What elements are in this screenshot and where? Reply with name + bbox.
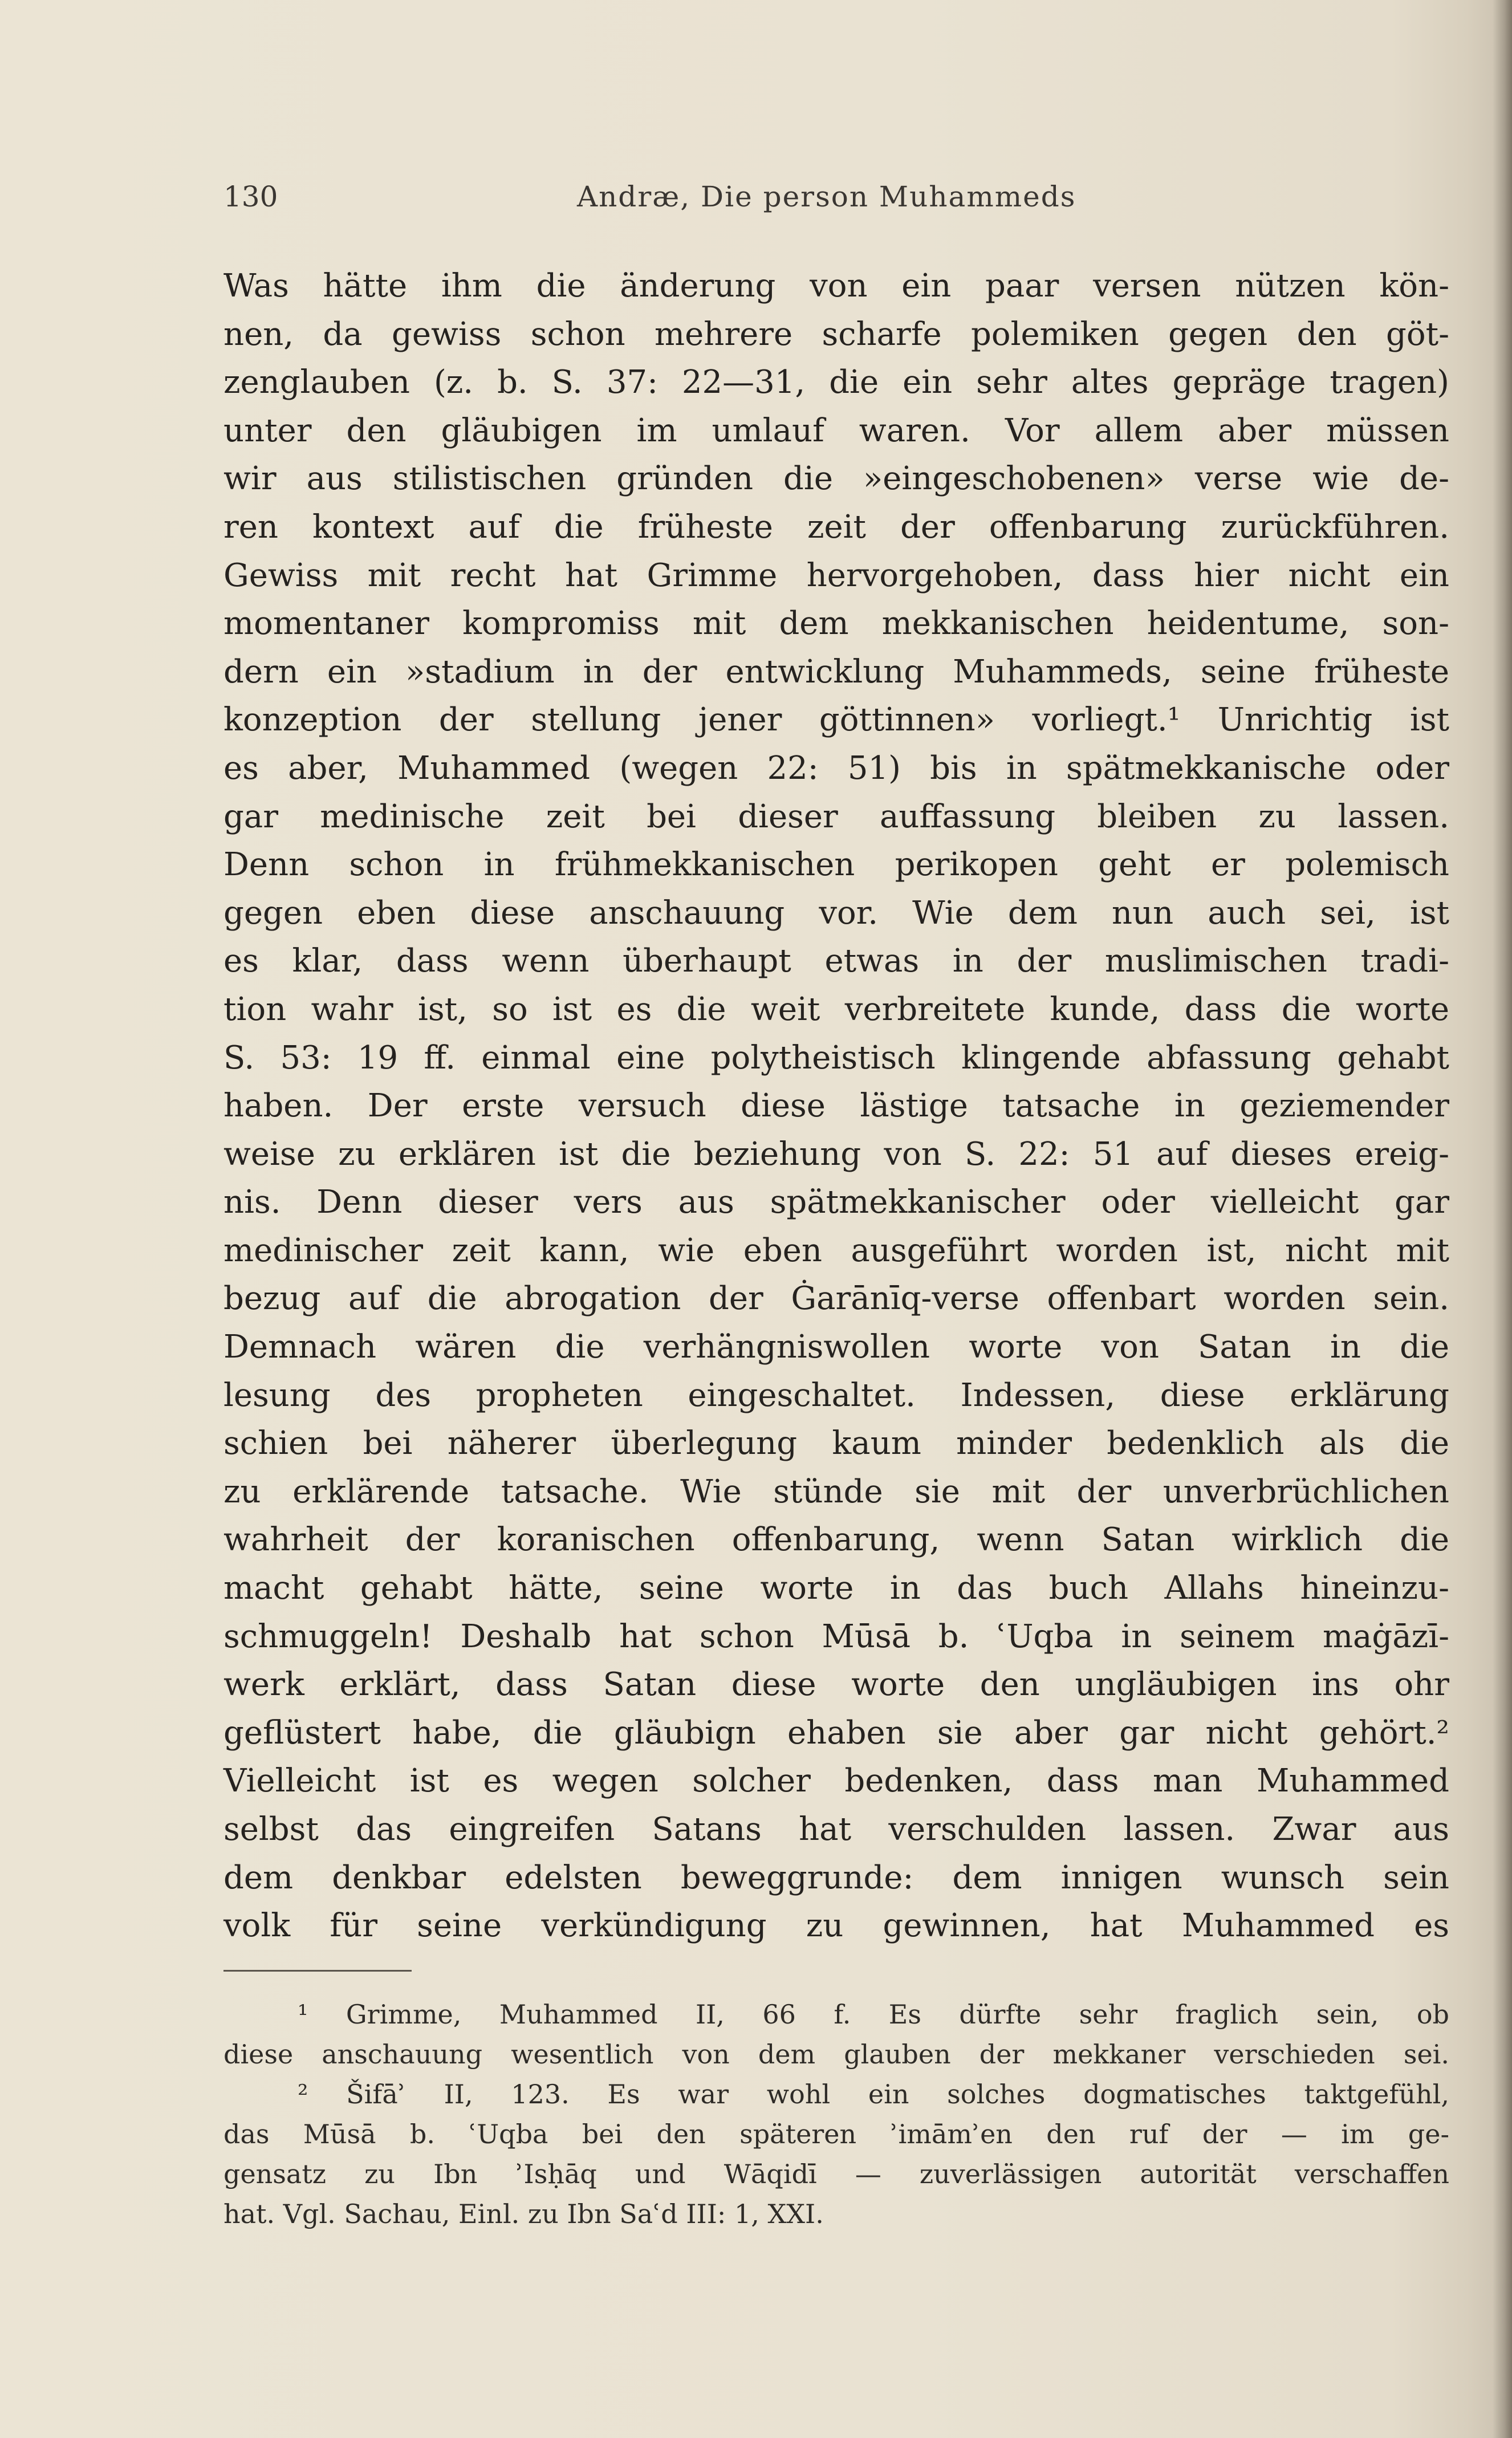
text-line: nis. Denn dieser vers aus spätmekkanischer oder vielleicht gar	[223, 1184, 1449, 1221]
main-text-block	[223, 262, 1449, 1951]
text-line: dern ein »stadium in der entwicklung Muhammeds, seine früheste	[223, 653, 1449, 690]
text-line: gegen eben diese anschauung vor. Wie dem nun auch sei, ist	[223, 894, 1449, 932]
text-line: weise zu erklären ist die beziehung von S. 22: 51 auf dieses ereig-	[223, 1135, 1449, 1173]
page-header	[223, 174, 1449, 220]
text-line: Gewiss mit recht hat Grimme hervorgehoben, dass hier nicht ein	[223, 556, 1449, 594]
text-line: zu erklärende tatsache. Wie stünde sie mit der unverbrüchlichen	[223, 1473, 1449, 1510]
text-line: es klar, dass wenn überhaupt etwas in der muslimischen tradi-	[223, 942, 1449, 980]
footnote-line: das Mūsā b. ʿUqba bei den späteren ʾimāmʾen den ruf der — im ge-	[223, 2119, 1449, 2149]
footnote-line: gensatz zu Ibn ʾIsḥāq und Wāqidī — zuverlässigen autorität verschaffen	[223, 2159, 1449, 2189]
text-line: dem denkbar edelsten beweggrunde: dem innigen wunsch sein	[223, 1859, 1449, 1896]
text-line: werk erklärt, dass Satan diese worte den ungläubigen ins ohr	[223, 1666, 1449, 1704]
footnote-line: diese anschauung wesentlich von dem glauben der mekkaner verschieden sei.	[223, 2039, 1449, 2070]
text-line: es aber, Muhammed (wegen 22: 51) bis in spätmekkanische oder	[223, 749, 1449, 787]
text-line: wir aus stilistischen gründen die »eingeschobenen» verse wie de-	[223, 460, 1449, 498]
text-line: geflüstert habe, die gläubign ehaben sie aber gar nicht gehört.²	[223, 1714, 1449, 1752]
text-line: lesung des propheten eingeschaltet. Indessen, diese erklärung	[223, 1376, 1449, 1414]
text-line: bezug auf die abrogation der Ġarānīq-verse offenbart worden sein.	[223, 1280, 1449, 1318]
text-line: haben. Der erste versuch diese lästige tatsache in geziemender	[223, 1087, 1449, 1125]
text-line: macht gehabt hätte, seine worte in das buch Allahs hineinzu-	[223, 1570, 1449, 1607]
text-line: zenglauben (z. b. S. 37: 22—31, die ein sehr altes gepräge tragen)	[223, 364, 1449, 401]
running-title: Andræ, Die person Muhammeds	[577, 180, 1076, 213]
text-line: momentaner kompromiss mit dem mekkanischen heidentume, son-	[223, 605, 1449, 643]
footnotes-block	[223, 1994, 1449, 2234]
text-line: Demnach wären die verhängniswollen worte von Satan in die	[223, 1328, 1449, 1366]
text-line: tion wahr ist, so ist es die weit verbreitete kunde, dass die worte	[223, 990, 1449, 1028]
text-line: selbst das eingreifen Satans hat verschulden lassen. Zwar aus	[223, 1811, 1449, 1848]
text-line: S. 53: 19 ff. einmal eine polytheistisch klingende abfassung gehabt	[223, 1039, 1449, 1076]
text-line: wahrheit der koranischen offenbarung, wenn Satan wirklich die	[223, 1521, 1449, 1559]
text-line: Was hätte ihm die änderung von ein paar versen nützen kön-	[223, 267, 1449, 304]
text-line: konzeption der stellung jener göttinnen» vorliegt.¹ Unrichtig ist	[223, 701, 1449, 739]
text-line: unter den gläubigen im umlauf waren. Vor allem aber müssen	[223, 412, 1449, 449]
text-line: Vielleicht ist es wegen solcher bedenken, dass man Muhammed	[223, 1762, 1449, 1800]
text-line: medinischer zeit kann, wie eben ausgeführt worden ist, nicht mit	[223, 1232, 1449, 1269]
text-line: gar medinische zeit bei dieser auffassung bleiben zu lassen.	[223, 798, 1449, 835]
text-line: schmuggeln! Deshalb hat schon Mūsā b. ʿUqba in seinem maġāzī-	[223, 1618, 1449, 1655]
footnote-line: ¹ Grimme, Muhammed II, 66 f. Es dürfte sehr fraglich sein, ob	[298, 1999, 1449, 2030]
page-number: 130	[223, 180, 278, 213]
text-line: volk für seine verkündigung zu gewinnen, hat Muhammed es	[223, 1907, 1449, 1945]
text-line: ren kontext auf die früheste zeit der offenbarung zurückführen.	[223, 508, 1449, 546]
text-line: nen, da gewiss schon mehrere scharfe polemiken gegen den göt-	[223, 315, 1449, 353]
footnote-divider	[223, 1970, 412, 1972]
footnote-line: hat. Vgl. Sachau, Einl. zu Ibn Saʿd III: 1, XXI.	[223, 2199, 824, 2229]
text-line: Denn schon in frühmekkanischen perikopen geht er polemisch	[223, 846, 1449, 884]
text-line: schien bei näherer überlegung kaum minder bedenklich als die	[223, 1425, 1449, 1462]
page-edge-shadow	[1493, 0, 1512, 2438]
footnote-line: ² Šifāʾ II, 123. Es war wohl ein solches dogmatisches taktgefühl,	[298, 2079, 1449, 2110]
